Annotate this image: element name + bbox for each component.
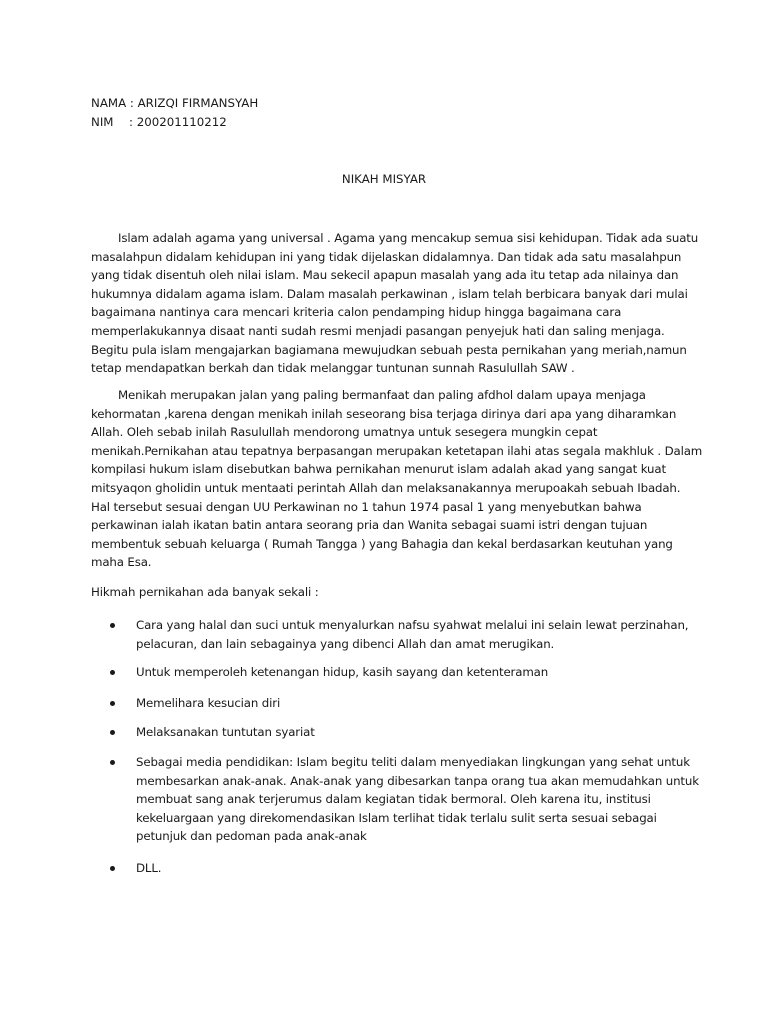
paragraph-1 — [91, 229, 699, 378]
list-item-line: membuat sang anak terjerumus dalam kegiatan tidak bermoral. Oleh karena itu, institusi — [136, 792, 651, 807]
paragraph-line: membentuk sebuah keluarga ( Rumah Tangga ) yang Bahagia dan kekal berdasarkan keutuhan yang — [91, 536, 673, 551]
bullet-icon — [110, 866, 115, 871]
paragraph-line: Islam adalah agama yang universal . Agama yang mencakup semua sisi kehidupan. Tidak ada suatu — [118, 231, 699, 245]
paragraph-line: Hal tersebut sesuai dengan UU Perkawinan no 1 tahun 1974 pasal 1 yang menyebutkan bahwa — [91, 499, 642, 514]
paragraph-line: kehormatan ,karena dengan menikah inilah seseorang bisa terjaga dirinya dari apa yang diharamkan — [91, 406, 677, 421]
bullet-icon — [110, 730, 115, 735]
paragraph-line: Menikah merupakan jalan yang paling bermanfaat dan paling afdhol dalam upaya menjaga — [118, 388, 646, 402]
paragraph-line: kompilasi hukum islam disebutkan bahwa pernikahan menurut islam adalah akad yang sangat kuat — [91, 462, 666, 477]
list-item-line: membesarkan anak-anak. Anak-anak yang dibesarkan tanpa orang tua akan memudahkan untuk — [136, 773, 699, 788]
paragraph-line: yang tidak disentuh oleh nilai islam. Mau sekecil apapun masalah yang ada itu tetap ada nilainya dan — [91, 268, 679, 283]
paragraph-line: masalahpun didalam kehidupan ini yang tidak dijelaskan didalamnya. Dan tidak ada satu masalahpun — [91, 249, 682, 264]
list-item-line: Untuk memperoleh ketenangan hidup, kasih sayang dan ketenteraman — [136, 665, 549, 679]
paragraph-line: menikah.Pernikahan atau tepatnya berpasangan merupakan ketetapan ilahi atas segala makhluk . Dalam — [91, 443, 703, 458]
paragraph-2 — [91, 386, 703, 572]
list-item-line: petunjuk dan pedoman pada anak-anak — [136, 829, 367, 844]
paragraph-line: perkawinan ialah ikatan batin antara seorang pria dan Wanita sebagai suami istri dengan tujuan — [91, 518, 648, 533]
paragraph-line: maha Esa. — [91, 555, 152, 570]
bullet-icon — [110, 760, 115, 765]
list-item-line: kekeluargaan yang direkomendasikan Islam terlihat tidak terlalu sulit serta sesuai sebagai — [136, 810, 657, 825]
document-title: NIKAH MISYAR — [341, 172, 427, 186]
nim-label: NIM — [91, 115, 114, 129]
paragraph-line: bagaimana nantinya cara mencari kriteria calon pendamping hidup hingga bagaimana cara — [91, 305, 622, 320]
list-item-line: DLL. — [136, 861, 162, 875]
bullet-icon — [110, 701, 115, 706]
list-item-line: Cara yang halal dan suci untuk menyalurkan nafsu syahwat melalui ini selain lewat perzinahan, — [136, 618, 689, 632]
nim-value: : 200201110212 — [129, 115, 227, 129]
paragraph-line: Allah. Oleh sebab inilah Rasulullah mendorong umatnya untuk sesegera mungkin cepat — [91, 425, 598, 440]
list-item-line: Memelihara kesucian diri — [136, 696, 281, 710]
list-item-line: Sebagai media pendidikan: Islam begitu teliti dalam menyediakan lingkungan yang sehat untuk — [136, 755, 690, 769]
name-label: NAMA : ARIZQI FIRMANSYAH — [91, 96, 259, 110]
paragraph-line: Hikmah pernikahan ada banyak sekali : — [91, 585, 319, 599]
bullet-icon — [110, 670, 115, 675]
bullet-icon — [110, 623, 115, 628]
paragraph-line: hukumnya didalam agama islam. Dalam masalah perkawinan , islam telah berbicara banyak dari mulai — [91, 286, 688, 301]
hikmah-intro — [91, 583, 681, 602]
paragraph-line: tetap mendapatkan berkah dan tidak melanggar tuntunan sunnah Rasulullah SAW . — [91, 361, 575, 376]
paragraph-line: mitsyaqon gholidin untuk mentaati perintah Allah dan melaksanakannya merupoakah sebuah Ibadah. — [91, 480, 681, 495]
list-item-line: Melaksanakan tuntutan syariat — [136, 725, 315, 739]
paragraph-line: memperlakukannya disaat nanti sudah resmi menjadi pasangan penyejuk hati dan saling menjaga. — [91, 323, 665, 338]
paragraph-line: Begitu pula islam mengajarkan bagiamana mewujudkan sebuah pesta pernikahan yang meriah,namun — [91, 342, 687, 357]
list-item-line: pelacuran, dan lain sebagainya yang dibenci Allah dan amat merugikan. — [136, 636, 555, 651]
